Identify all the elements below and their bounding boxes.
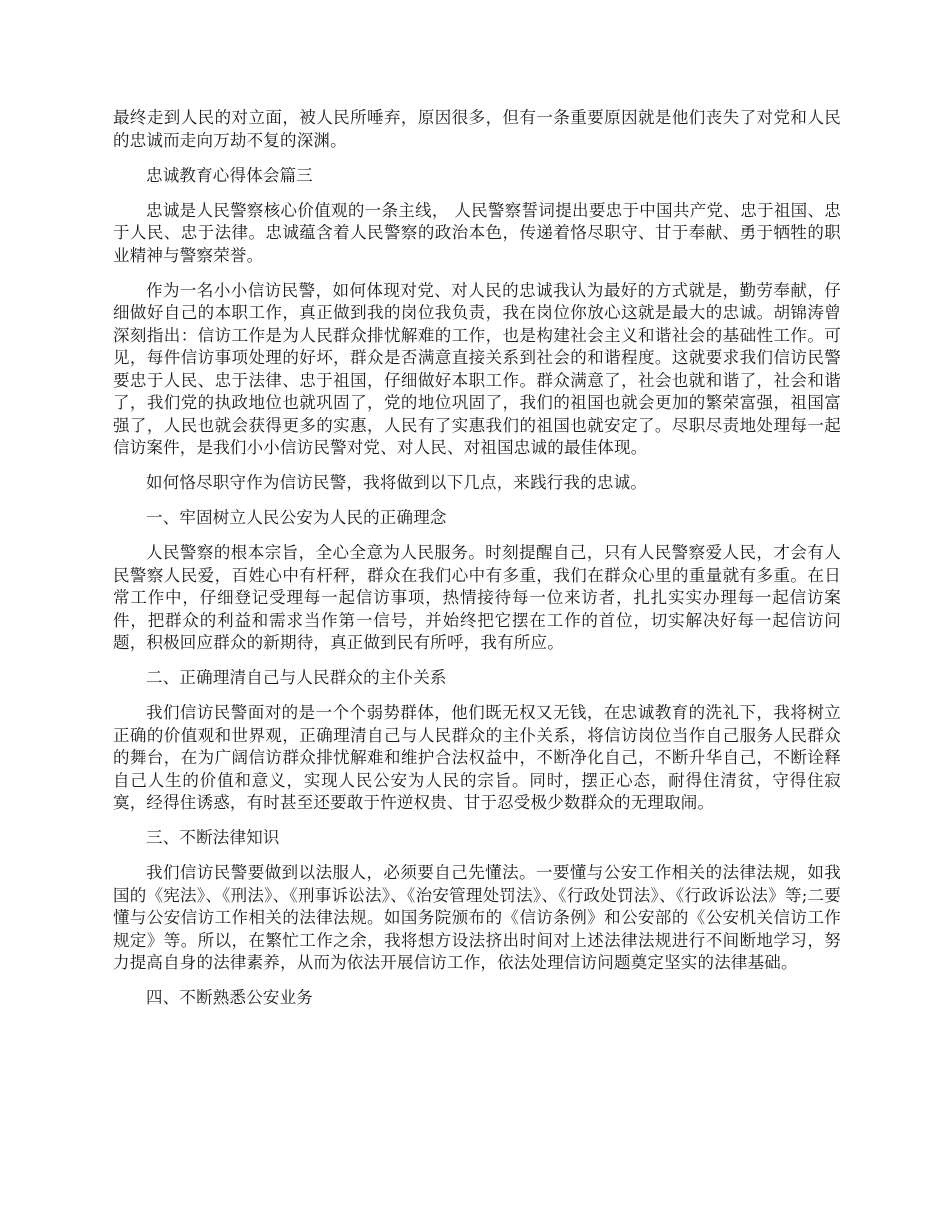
point-heading-two: 二、正确理清自己与人民群众的主仆关系 <box>146 668 447 687</box>
point-heading-four: 四、不断熟悉公安业务 <box>146 988 313 1007</box>
point-heading-one: 一、牢固树立人民公安为人民的正确理念 <box>146 508 447 527</box>
paragraph-point-two: 我们信访民警面对的是一个个弱势群体，他们既无权又无钱，在忠诚教育的洗礼下，我将树立正确的价值观和世界观，正确理清自己与人民群众的主仆关系，将信访岗位当作自己服务人民群众的舞台，在为广阔信访群众排忧解难和维护合法权益中，不断净化自己，不断升华自己，不断诠释自己人生的价值和意义，实现人民公安为人民的宗旨。同时，摆正心态，耐得住清贫，守得住寂寞，经得住诱惑，有时甚至还要敢于忤逆权贵、甘于忍受极少数群众的无理取闹。 <box>113 703 841 812</box>
paragraph-point-one: 人民警察的根本宗旨，全心全意为人民服务。时刻提醒自己，只有人民警察爱人民，才会有人民警察人民爱，百姓心中有杆秤，群众在我们心中有多重，我们在群众心里的重量就有多重。在日常工作中，仔细登记受理每一起信访事项，热情接待每一位来访者，扎扎实实办理每一起信访案件，把群众的利益和需求当作第一信号，并始终把它摆在工作的首位，切实解决好每一起信访问题，积极回应群众的新期待，真正做到民有所呼，我有所应。 <box>113 543 841 652</box>
document-page <box>113 107 841 1010</box>
point-heading-three: 三、不断法律知识 <box>146 828 280 847</box>
paragraph-petition-officer-duty: 作为一名小小信访民警，如何体现对党、对人民的忠诚我认为最好的方式就是，勤劳奉献，仔细做好自己的本职工作，真正做到我的岗位我负责，我在岗位你放心这就是最大的忠诚。胡锦涛曾深刻指出：信访工作是为人民群众排忧解难的工作，也是构建社会主义和谐社会的基础性工作。可见，每件信访事项处理的好坏，群众是否满意直接关系到社会的和谐程度。这就要求我们信访民警要忠于人民、忠于法律、忠于祖国，仔细做好本职工作。群众满意了，社会也就和谐了，社会和谐了，我们党的执政地位也就巩固了，党的地位巩固了，我们的祖国也就会更加的繁荣富强，祖国富强了，人民也就会获得更多的实惠，人民有了实惠我们的祖国也就安定了。尽职尽责地处理每一起信访案件，是我们小小信访民警对党、对人民、对祖国忠诚的最佳体现。 <box>113 280 841 457</box>
paragraph-points-intro: 如何恪尽职守作为信访民警，我将做到以下几点，来践行我的忠诚。 <box>146 473 647 492</box>
paragraph-intro-continuation: 最终走到人民的对立面，被人民所唾弃，原因很多，但有一条重要原因就是他们丧失了对党和人民的忠诚而走向万劫不复的深渊。 <box>113 108 841 150</box>
paragraph-loyalty-core-value: 忠诚是人民警察核心价值观的一条主线， 人民警察誓词提出要忠于中国共产党、忠于祖国、忠于人民、忠于法律。忠诚蕴含着人民警察的政治本色，传递着恪尽职守、甘于奉献、勇于牺牲的职业精神与警察荣誉。 <box>113 200 841 265</box>
section-heading-part-three: 忠诚教育心得体会篇三 <box>146 165 313 185</box>
paragraph-point-three: 我们信访民警要做到以法服人，必须要自己先懂法。一要懂与公安工作相关的法律法规，如我国的《宪法》、《刑法》、《刑事诉讼法》、《治安管理处罚法》、《行政处罚法》、《行政诉讼法》等;二要懂与公安信访工作相关的法律法规。如国务院颁布的《信访条例》和公安部的《公安机关信访工作规定》等。所以，在繁忙工作之余，我将想方设法挤出时间对上述法律法规进行不间断地学习，努力提高自身的法律素养，从而为依法开展信访工作，依法处理信访问题奠定坚实的法律基础。 <box>113 863 841 972</box>
